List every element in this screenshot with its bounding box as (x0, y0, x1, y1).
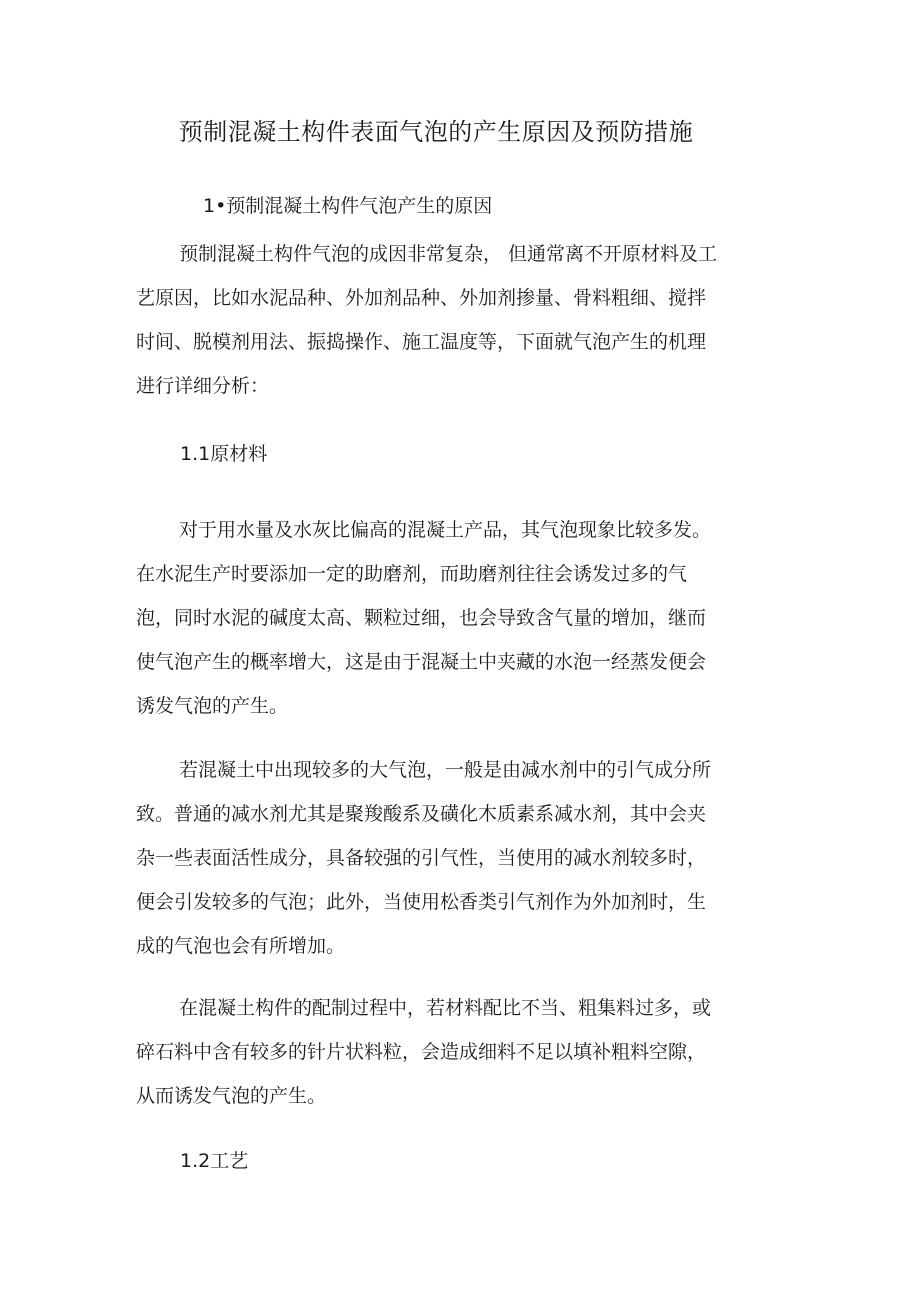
paragraph-line: 若混凝土中出现较多的大气泡，一般是由减水剂中的引气成分所 (179, 759, 712, 781)
intro-paragraph (136, 232, 766, 408)
paragraph-line: 艺原因，比如水泥品种、外加剂品种、外加剂掺量、骨料粗细、搅拌 (136, 287, 707, 309)
paragraph-line: 从而诱发气泡的产生。 (136, 1085, 327, 1107)
raw-materials-paragraph-c (136, 986, 766, 1118)
section-heading-1-2: 1.2工艺 (180, 1150, 249, 1172)
paragraph-line: 便会引发较多的气泡；此外，当使用松香类引气剂作为外加剂时，生 (136, 891, 707, 913)
paragraph-line: 诱发气泡的产生。 (136, 695, 289, 717)
paragraph-line: 时间、脱模剂用法、振捣操作、施工温度等，下面就气泡产生的机理 (136, 331, 707, 353)
paragraph-line: 在水泥生产时要添加一定的助磨剂，而助磨剂往往会诱发过多的气 (136, 563, 688, 585)
raw-materials-paragraph-b (136, 748, 766, 968)
paragraph-line: 碎石料中含有较多的针片状料粒，会造成细料不足以填补粗料空隙， (136, 1041, 707, 1063)
paragraph-line: 进行详细分析： (136, 375, 270, 397)
section-heading-1: 1•预制混凝土构件气泡产生的原因 (203, 195, 493, 217)
paragraph-line: 致。普通的减水剂尤其是聚羧酸系及磺化木质素系减水剂，其中会夹 (136, 803, 707, 825)
raw-materials-paragraph-a (136, 508, 766, 728)
document-title: 预制混凝土构件表面气泡的产生原因及预防措施 (178, 118, 694, 146)
paragraph-line: 使气泡产生的概率增大，这是由于混凝土中夹藏的水泡一经蒸发便会 (136, 651, 707, 673)
paragraph-line: 泡，同时水泥的碱度太高、颗粒过细，也会导致含气量的增加，继而 (136, 607, 707, 629)
paragraph-line: 成的气泡也会有所增加。 (136, 935, 346, 957)
paragraph-line: 预制混凝土构件气泡的成因非常复杂， 但通常离不开原材料及工 (179, 243, 718, 265)
paragraph-line: 在混凝土构件的配制过程中，若材料配比不当、粗集料过多，或 (179, 997, 712, 1019)
section-heading-1-1: 1.1原材料 (180, 443, 268, 465)
paragraph-line: 杂一些表面活性成分，具备较强的引气性，当使用的减水剂较多时， (136, 847, 707, 869)
paragraph-line: 对于用水量及水灰比偏高的混凝土产品，其气泡现象比较多发。 (179, 519, 712, 541)
